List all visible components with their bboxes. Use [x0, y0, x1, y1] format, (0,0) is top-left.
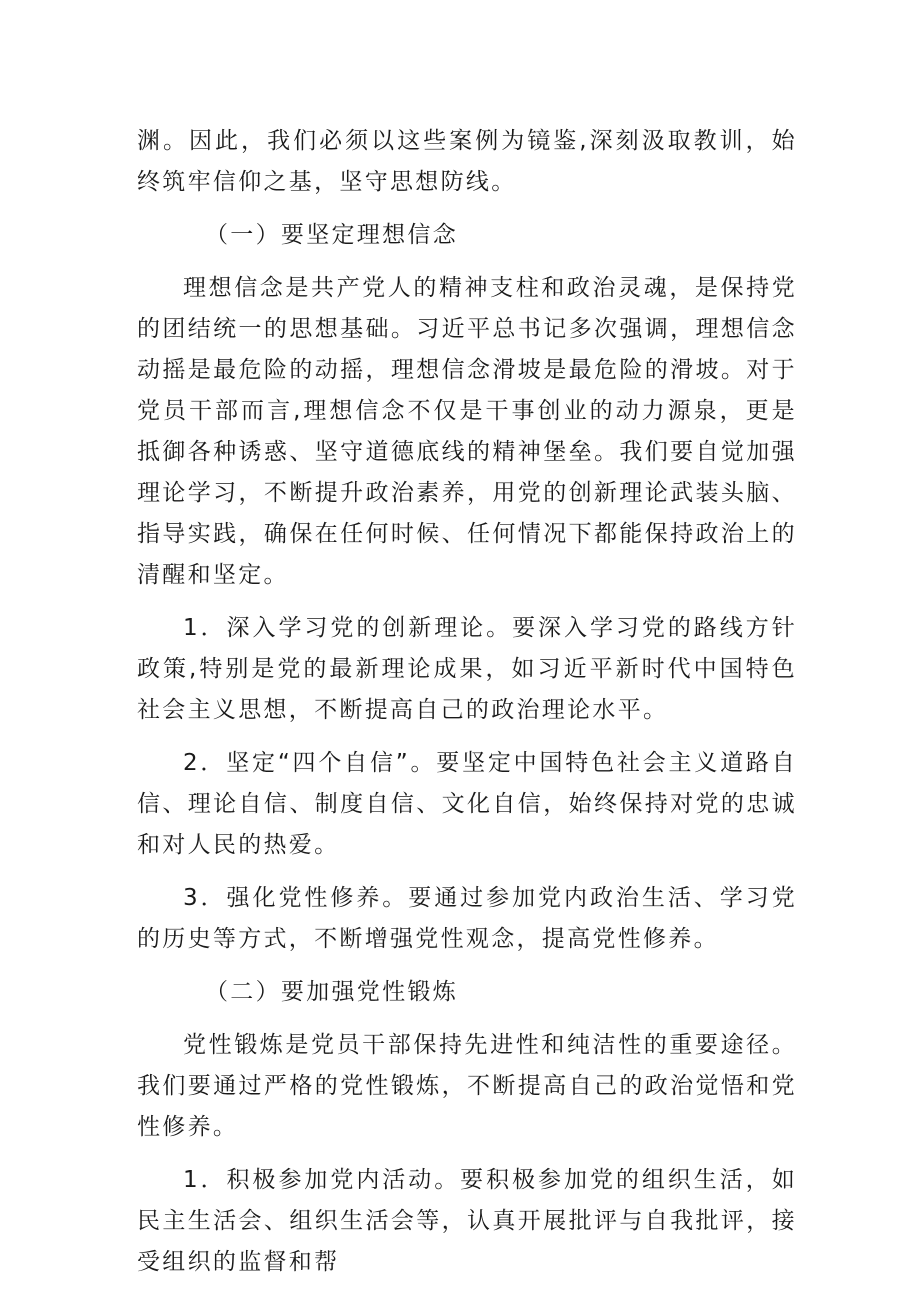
paragraph-item-1b: 1．积极参加党内活动。要积极参加党的组织生活，如民主生活会、组织生活会等，认真开展批评与自我批评，接受组织的监督和帮: [137, 1167, 797, 1275]
paragraph-ideals: 理想信念是共产党人的精神支柱和政治灵魂，是保持党的团结统一的思想基础。习近平总书记多次强调，理想信念动摇是最危险的动摇，理想信念滑坡是最危险的滑坡。对于党员干部而言,理想信念不仅是干事创业的动力源泉，更是抵御各种诱惑、坚守道德底线的精神堡垒。我们要自觉加强理论学习，不断提升政治素养，用党的创新理论武装头脑、指导实践，确保在任何时候、任何情况下都能保持政治上的清醒和坚定。: [137, 275, 797, 588]
paragraph-item-3: 3．强化党性修养。要通过参加党内政治生活、学习党的历史等方式，不断增强党性观念，提高党性修养。: [137, 885, 797, 952]
document-body: [137, 121, 797, 1295]
paragraph-party-training: 党性锻炼是党员干部保持先进性和纯洁性的重要途径。我们要通过严格的党性锻炼，不断提高自己的政治觉悟和党性修养。: [137, 1032, 797, 1140]
section-heading-2: （二）要加强党性锻炼: [205, 979, 458, 1005]
section-heading-1: （一）要坚定理想信念: [205, 222, 458, 248]
paragraph-continuation: 渊。因此，我们必须以这些案例为镜鉴,深刻汲取教训，始终筑牢信仰之基，坚守思想防线。: [137, 128, 797, 195]
paragraph-item-2: 2．坚定“四个自信”。要坚定中国特色社会主义道路自信、理论自信、制度自信、文化自信，始终保持对党的忠诚和对人民的热爱。: [137, 750, 797, 858]
paragraph-item-1: 1．深入学习党的创新理论。要深入学习党的路线方针政策,特别是党的最新理论成果，如习近平新时代中国特色社会主义思想，不断提高自己的政治理论水平。: [137, 615, 797, 723]
